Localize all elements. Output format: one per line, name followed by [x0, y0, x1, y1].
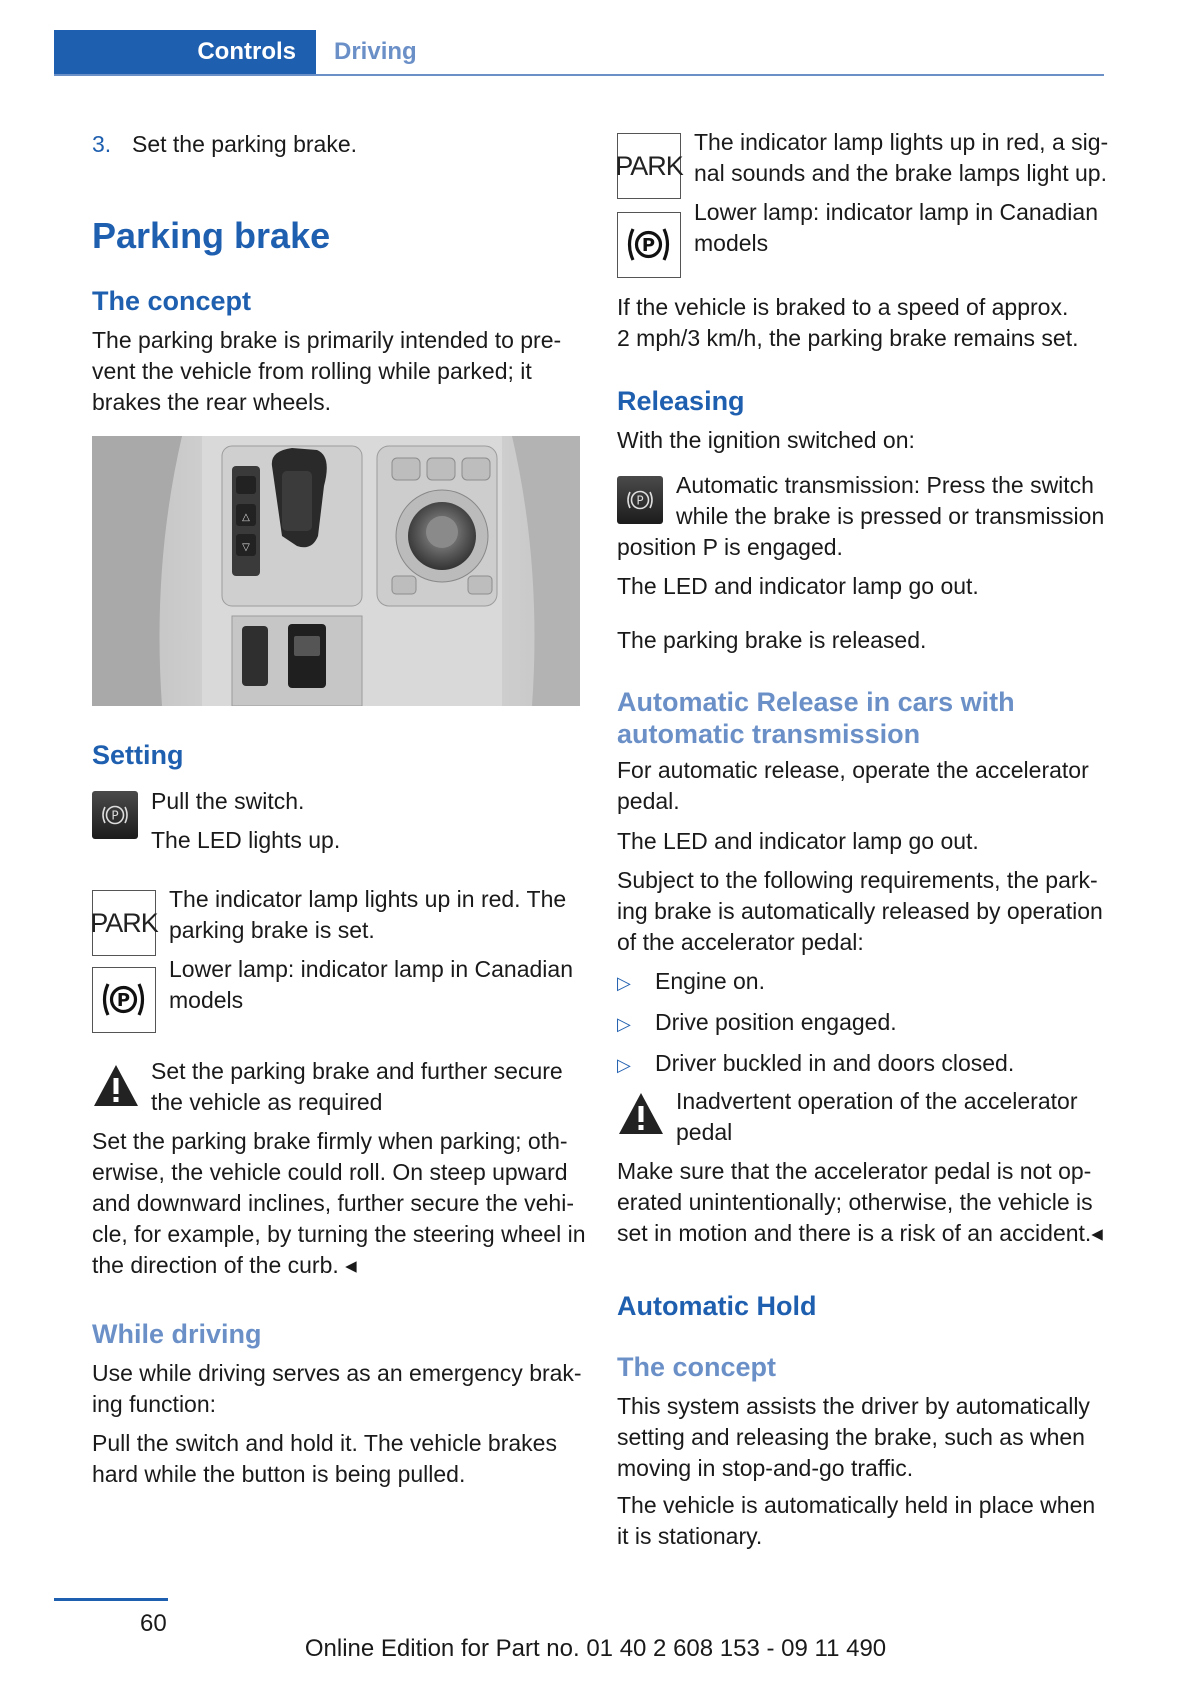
svg-text:△: △	[242, 512, 250, 523]
auto-trans-line-1: Automatic transmission: Press the switch	[676, 472, 1094, 498]
list-item: ▷ Engine on.	[617, 966, 1117, 999]
section-tab-controls: Controls	[54, 30, 316, 76]
svg-text:P: P	[636, 493, 644, 508]
pull-switch-text: Pull the switch.	[151, 788, 305, 814]
page-number: 60	[140, 1610, 167, 1637]
parking-brake-symbol-icon	[92, 791, 138, 839]
section-tab-driving: Driving	[334, 38, 417, 65]
park-indicator-icon-right: PARK	[617, 133, 681, 199]
canadian-brake-indicator-icon	[92, 967, 156, 1033]
while-driving-paragraph-2: Pull the switch and hold it. The vehicle brakes hard while the button is being pulled.	[92, 1430, 557, 1487]
auto-release-heading: Automatic Release in cars with automatic transmission	[617, 687, 1015, 749]
requirements-paragraph: Subject to the following requirements, the park- ing brake is automatically released by operation of the accelerator pedal:	[617, 867, 1103, 955]
svg-text:P: P	[111, 808, 119, 823]
ignition-text: With the ignition switched on:	[617, 427, 915, 453]
bullet-triangle-icon: ▷	[617, 973, 631, 993]
parking-brake-symbol-icon	[617, 476, 663, 524]
step-number: 3.	[92, 131, 112, 157]
while-driving-heading: While driving	[92, 1319, 262, 1349]
section-title: Parking brake	[92, 215, 331, 256]
concept-paragraph: The parking brake is primarily intended to pre- vent the vehicle from rolling while parked; it brakes the rear wheels.	[92, 327, 562, 415]
svg-text:P: P	[641, 235, 656, 256]
warning-title-right: Inadvertent operation of the accelerator pedal	[676, 1088, 1078, 1145]
header-rule	[54, 74, 1104, 76]
held-paragraph: The vehicle is automatically held in place when it is stationary.	[617, 1492, 1096, 1549]
parking-brake-switch-icon	[92, 791, 138, 839]
park-indicator-text-right: The indicator lamp lights up in red, a sig- nal sounds and the brake lamps light up.	[694, 129, 1109, 186]
warning-triangle-icon	[92, 1062, 140, 1110]
canadian-brake-indicator-icon-right	[617, 212, 681, 278]
warning-paragraph-right: Make sure that the accelerator pedal is not op- erated unintentionally; otherwise, the vehicle is set in motion and there is a risk of an accident.◂	[617, 1158, 1103, 1246]
led-out-text: The LED and indicator lamp go out.	[617, 573, 979, 599]
warning-icon	[617, 1090, 665, 1138]
park-indicator-text: The indicator lamp lights up in red. The parking brake is set.	[169, 886, 567, 943]
svg-text:P: P	[116, 990, 131, 1011]
bullet-triangle-icon: ▷	[617, 1055, 631, 1075]
center-console-image	[92, 436, 580, 706]
footer-rule	[54, 1598, 168, 1601]
center-console-photo	[92, 436, 580, 706]
lower-lamp-text-right: Lower lamp: indicator lamp in Canadian models	[694, 199, 1098, 256]
auto-release-paragraph: For automatic release, operate the accelerator pedal.	[617, 757, 1089, 814]
parking-brake-switch-icon-right	[617, 476, 663, 524]
step-3	[92, 129, 357, 160]
led-lights-text: The LED lights up.	[151, 827, 341, 853]
hold-concept-paragraph: This system assists the driver by automatically setting and releasing the brake, such as when moving in stop-and-go traffic.	[617, 1393, 1090, 1481]
while-driving-paragraph: Use while driving serves as an emergency brak- ing function:	[92, 1360, 582, 1417]
warning-triangle-icon-right	[617, 1090, 665, 1138]
warning-icon	[92, 1062, 140, 1110]
circle-p-icon	[618, 213, 679, 276]
list-item: ▷ Driver buckled in and doors closed.	[617, 1048, 1117, 1081]
svg-text:▽: ▽	[242, 542, 250, 553]
lower-lamp-text: Lower lamp: indicator lamp in Canadian models	[169, 956, 573, 1013]
park-indicator-icon: PARK	[92, 890, 156, 956]
setting-heading: Setting	[92, 740, 184, 770]
automatic-hold-heading: Automatic Hold	[617, 1291, 817, 1321]
warning-paragraph: Set the parking brake firmly when parking; oth- erwise, the vehicle could roll. On steep upward and downward inclines, further secure the vehi- cle, for example, by turning the steering wheel in the direction of the curb. ◂	[92, 1128, 586, 1278]
concept-heading: The concept	[92, 286, 252, 316]
list-item: ▷ Drive position engaged.	[617, 1007, 1117, 1040]
released-text: The parking brake is released.	[617, 627, 927, 653]
speed-paragraph: If the vehicle is braked to a speed of approx. 2 mph/3 km/h, the parking brake remains set.	[617, 294, 1079, 351]
hold-concept-heading: The concept	[617, 1352, 777, 1382]
led-out-text-2: The LED and indicator lamp go out.	[617, 828, 979, 854]
bullet-triangle-icon: ▷	[617, 1014, 631, 1034]
releasing-heading: Releasing	[617, 386, 745, 416]
edition-footer: Online Edition for Part no. 01 40 2 608 153 - 09 11 490	[304, 1635, 887, 1662]
requirements-list	[617, 966, 1117, 1081]
auto-trans-line-2: while the brake is pressed or transmission	[676, 503, 1105, 529]
step-text: Set the parking brake.	[132, 131, 358, 157]
warning-title: Set the parking brake and further secure the vehicle as required	[151, 1058, 563, 1115]
auto-trans-line-3: position P is engaged.	[617, 534, 843, 560]
page-header	[54, 30, 1104, 76]
circle-p-icon	[93, 968, 154, 1031]
